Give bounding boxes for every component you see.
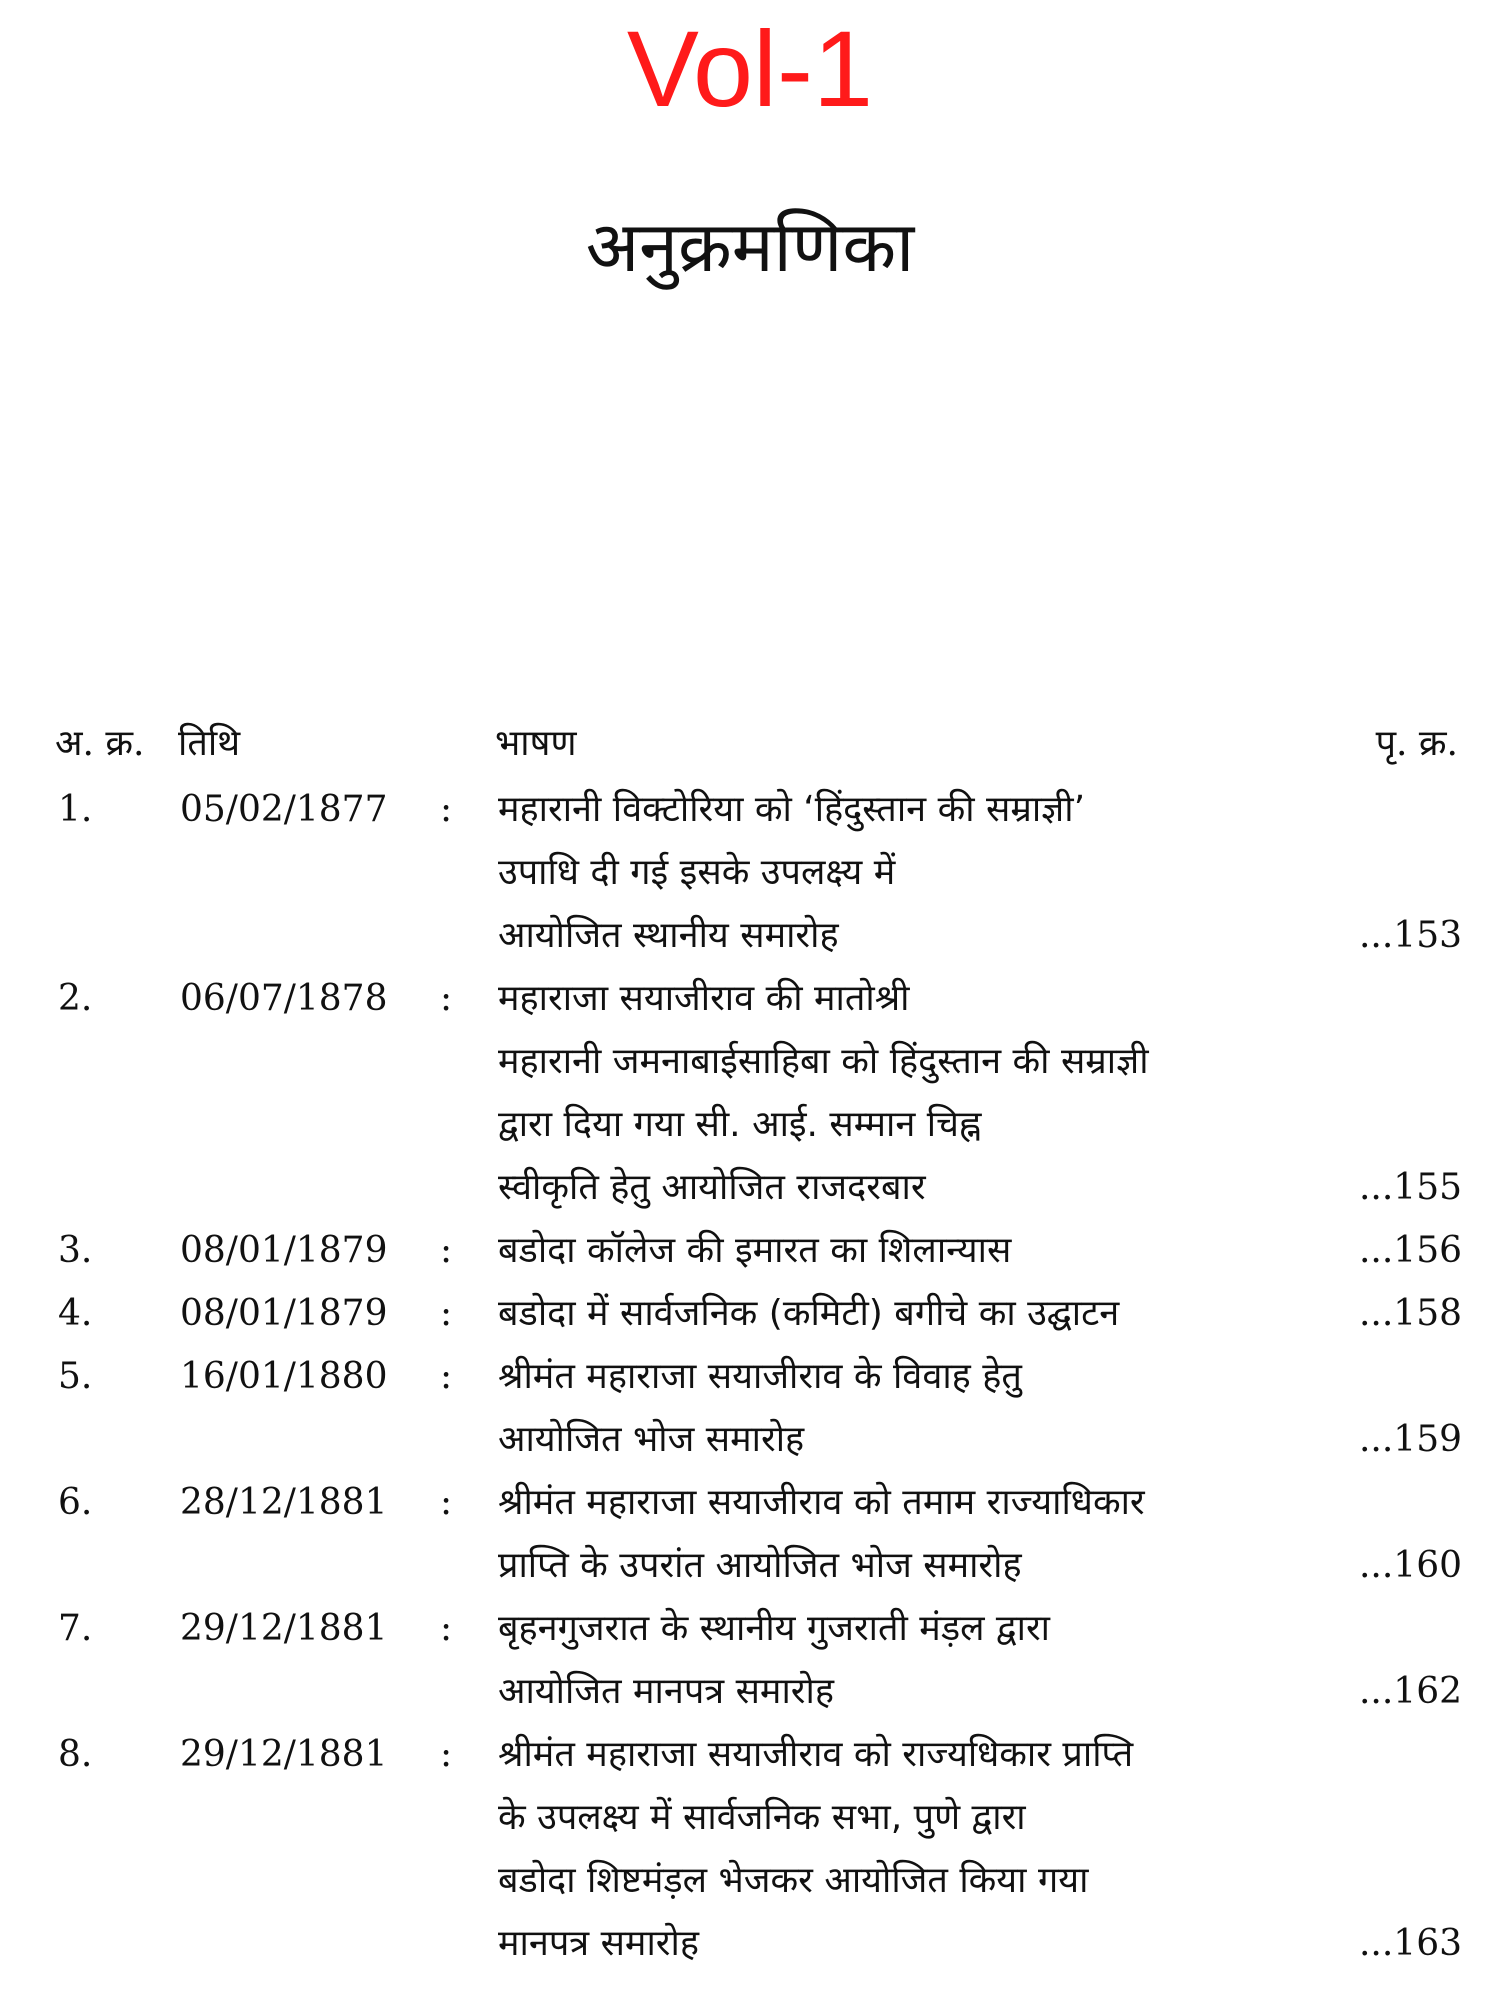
entry-number: 2. (58, 978, 93, 1019)
entry-title-line: आयोजित स्थानीय समारोह (498, 915, 839, 956)
entry-number: 7. (58, 1608, 93, 1649)
entry-page-number: ...160 (1358, 1545, 1462, 1586)
entry-number: 5. (58, 1356, 93, 1397)
entry-separator: : (440, 1608, 453, 1649)
entry-title (498, 967, 1318, 1219)
column-header-date: तिथि (178, 723, 241, 764)
entry-page-number: ...153 (1358, 915, 1462, 956)
entry-title-line: बडोदा कॉलेज की इमारत का शिलान्यास (498, 1230, 1012, 1271)
entry-date: 08/01/1879 (180, 1230, 388, 1271)
entry-date: 08/01/1879 (180, 1293, 388, 1334)
entry-page-number: ...156 (1358, 1230, 1462, 1271)
entry-title-line: मानपत्र समारोह (498, 1923, 699, 1964)
entry-title (498, 1219, 1318, 1282)
entry-title (498, 1282, 1318, 1345)
column-header-speech: भाषण (495, 723, 577, 764)
entry-title (498, 1723, 1318, 1975)
entry-page-number: ...162 (1358, 1671, 1462, 1712)
entry-title-line: बृहनगुजरात के स्थानीय गुजराती मंड़ल द्वारा (498, 1608, 1051, 1649)
entry-title-line: महारानी विक्टोरिया को ‘हिंदुस्तान की सम्राज्ञी’ (498, 789, 1086, 830)
entry-title (498, 1345, 1318, 1471)
toc-entry (0, 1597, 1500, 1723)
entry-separator: : (440, 1482, 453, 1523)
entry-date: 28/12/1881 (180, 1482, 388, 1523)
toc-column-headers (0, 717, 1500, 777)
toc-entry (0, 1282, 1500, 1345)
toc-entry (0, 1219, 1500, 1282)
entry-title-line: श्रीमंत महाराजा सयाजीराव के विवाह हेतु (498, 1356, 1022, 1397)
column-header-serial: अ. क्र. (55, 723, 145, 764)
toc-entry (0, 1345, 1500, 1471)
entry-title-line: आयोजित भोज समारोह (498, 1419, 805, 1460)
entry-title-line: महाराजा सयाजीराव की मातोश्री (498, 978, 910, 1019)
entry-number: 6. (58, 1482, 93, 1523)
toc-list (0, 778, 1500, 1975)
entry-date: 29/12/1881 (180, 1608, 388, 1649)
column-header-page: पृ. क्र. (1375, 723, 1458, 764)
toc-entry (0, 1471, 1500, 1597)
entry-number: 3. (58, 1230, 93, 1271)
entry-title (498, 1471, 1318, 1597)
toc-entry (0, 778, 1500, 967)
entry-page-number: ...163 (1358, 1923, 1462, 1964)
entry-title-line: आयोजित मानपत्र समारोह (498, 1671, 834, 1712)
entry-date: 16/01/1880 (180, 1356, 388, 1397)
entry-separator: : (440, 1356, 453, 1397)
entry-title-line: प्राप्ति के उपरांत आयोजित भोज समारोह (498, 1545, 1022, 1586)
entry-title (498, 778, 1318, 967)
toc-entry (0, 967, 1500, 1219)
entry-separator: : (440, 978, 453, 1019)
entry-page-number: ...155 (1358, 1167, 1462, 1208)
entry-number: 4. (58, 1293, 93, 1334)
entry-title-line: के उपलक्ष्य में सार्वजनिक सभा, पुणे द्वारा (498, 1797, 1026, 1838)
entry-separator: : (440, 1293, 453, 1334)
entry-date: 29/12/1881 (180, 1734, 388, 1775)
volume-label: Vol-1 (626, 8, 874, 129)
entry-title-line: श्रीमंत महाराजा सयाजीराव को राज्यधिकार प्राप्ति (498, 1734, 1134, 1775)
entry-number: 1. (58, 789, 93, 830)
entry-title-line: बडोदा में सार्वजनिक (कमिटी) बगीचे का उद्घाटन (498, 1293, 1120, 1334)
entry-title-line: द्वारा दिया गया सी. आई. सम्मान चिह्न (498, 1104, 982, 1145)
entry-page-number: ...158 (1358, 1293, 1462, 1334)
entry-title-line: उपाधि दी गई इसके उपलक्ष्य में (498, 852, 896, 893)
entry-title-line: श्रीमंत महाराजा सयाजीराव को तमाम राज्याधिकार (498, 1482, 1145, 1523)
entry-title (498, 1597, 1318, 1723)
entry-separator: : (440, 1230, 453, 1271)
entry-title-line: बडोदा शिष्टमंड़ल भेजकर आयोजित किया गया (498, 1860, 1089, 1901)
entry-title-line: महारानी जमनाबाईसाहिबा को हिंदुस्तान की सम्राज्ञी (498, 1041, 1149, 1082)
entry-separator: : (440, 789, 453, 830)
entry-date: 06/07/1878 (180, 978, 388, 1019)
entry-page-number: ...159 (1358, 1419, 1462, 1460)
entry-number: 8. (58, 1734, 93, 1775)
toc-entry (0, 1723, 1500, 1975)
page-title: अनुक्रमणिका (585, 206, 915, 288)
entry-date: 05/02/1877 (180, 789, 388, 830)
entry-title-line: स्वीकृति हेतु आयोजित राजदरबार (498, 1167, 926, 1208)
entry-separator: : (440, 1734, 453, 1775)
